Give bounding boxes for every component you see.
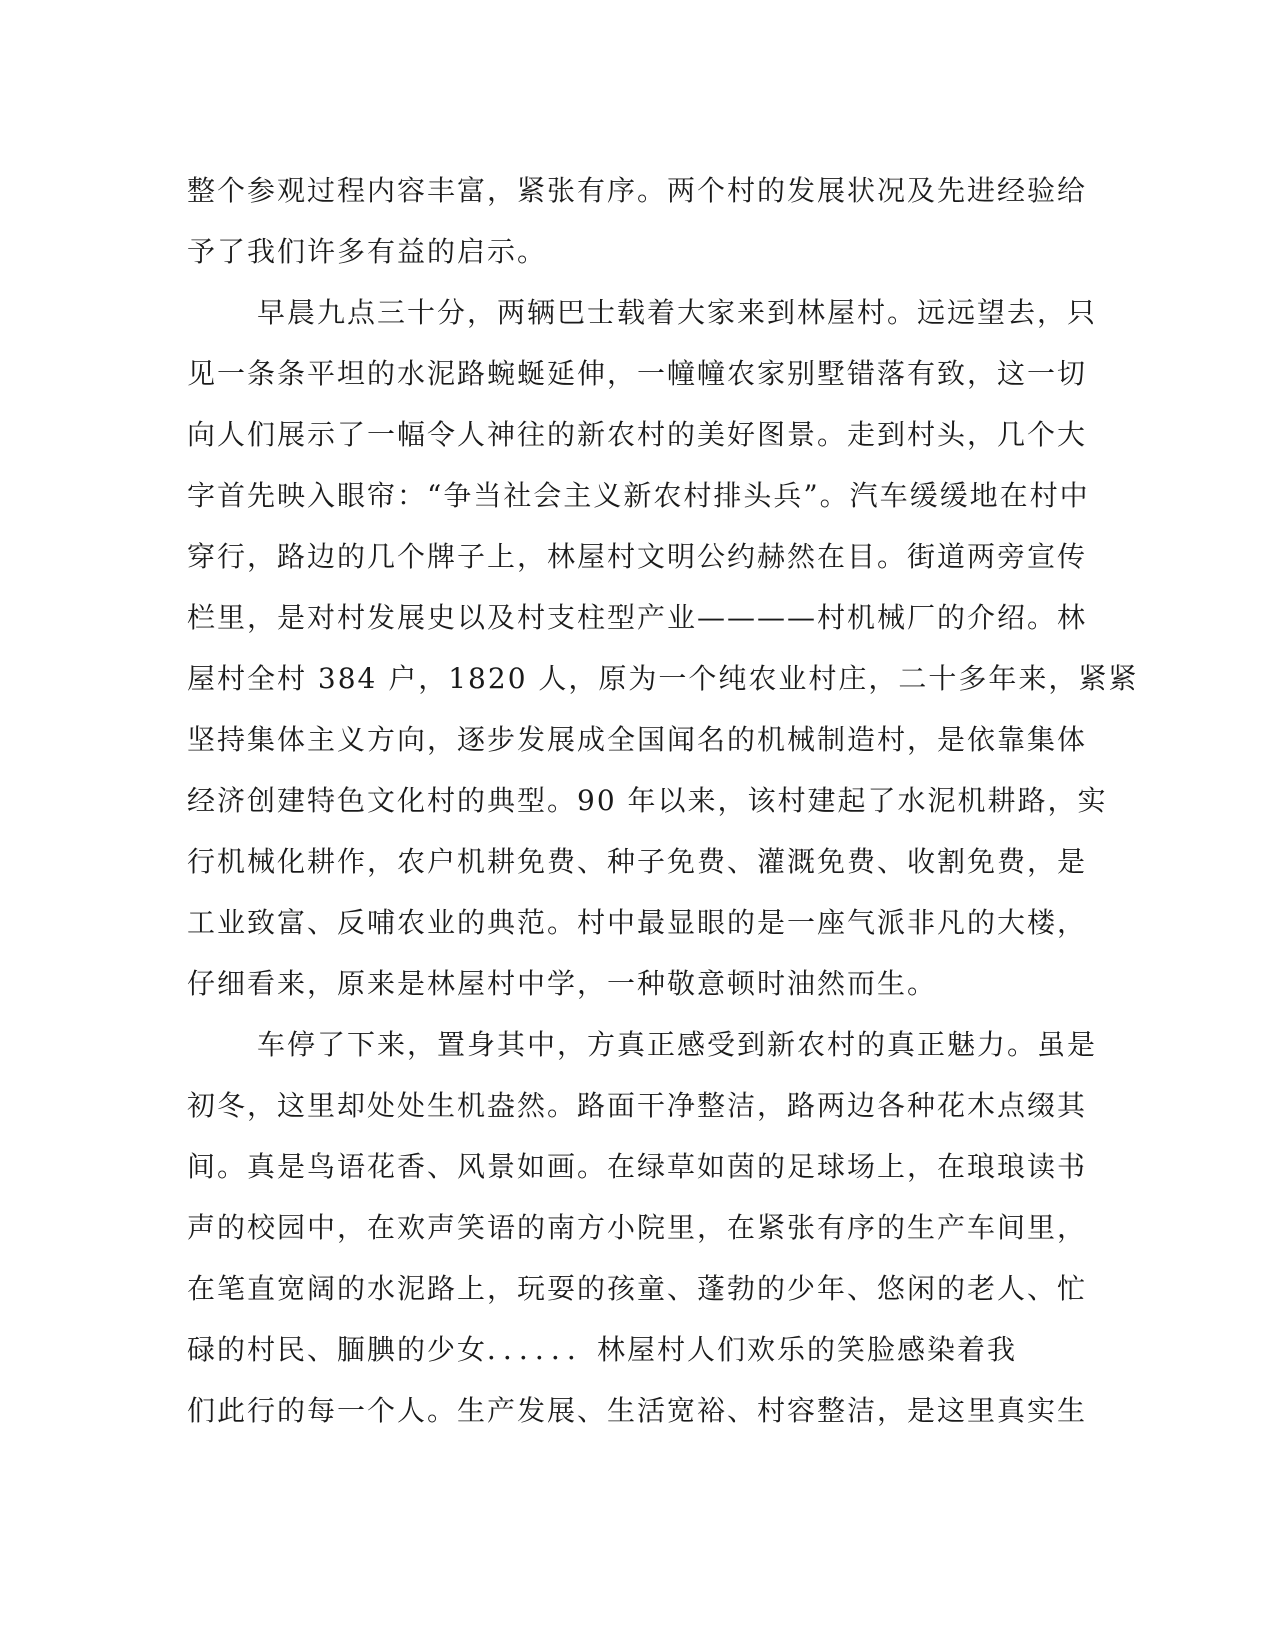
text-line: 见一条条平坦的水泥路蜿蜒延伸，一幢幢农家别墅错落有致，这一切 xyxy=(187,357,1088,390)
text-line: 予了我们许多有益的启示。 xyxy=(187,235,548,268)
text-line: 声的校园中，在欢声笑语的南方小院里，在紧张有序的生产车间里， xyxy=(187,1211,1088,1244)
text-line: 间。真是鸟语花香、风景如画。在绿草如茵的足球场上，在琅琅读书 xyxy=(187,1150,1088,1183)
text-line: 工业致富、反哺农业的典范。村中最显眼的是一座气派非凡的大楼， xyxy=(187,906,1088,939)
body-text xyxy=(187,160,1139,1441)
text-line: 们此行的每一个人。生产发展、生活宽裕、村容整洁，是这里真实生 xyxy=(187,1394,1088,1427)
text-line: 字首先映入眼帘：“争当社会主义新农村排头兵”。汽车缓缓地在村中 xyxy=(187,479,1090,512)
paragraph-start-line: 车停了下来，置身其中，方真正感受到新农村的真正魅力。虽是 xyxy=(257,1028,1098,1061)
text-line: 碌的村民、腼腆的少女．．．．．．林屋村人们欢乐的笑脸感染着我 xyxy=(187,1333,1018,1366)
text-line: 穿行，路边的几个牌子上，林屋村文明公约赫然在目。街道两旁宣传 xyxy=(187,540,1088,573)
text-line: 经济创建特色文化村的典型。90 年以来，该村建起了水泥机耕路，实 xyxy=(187,784,1108,817)
text-line: 坚持集体主义方向，逐步发展成全国闻名的机械制造村，是依靠集体 xyxy=(187,723,1088,756)
text-line: 在笔直宽阔的水泥路上，玩耍的孩童、蓬勃的少年、悠闲的老人、忙 xyxy=(187,1272,1088,1305)
text-line: 初冬，这里却处处生机盎然。路面干净整洁，路两边各种花木点缀其 xyxy=(187,1089,1088,1122)
paragraph-start-line: 早晨九点三十分，两辆巴士载着大家来到林屋村。远远望去，只 xyxy=(257,296,1098,329)
text-line: 行机械化耕作，农户机耕免费、种子免费、灌溉免费、收割免费，是 xyxy=(187,845,1088,878)
text-line: 向人们展示了一幅令人神往的新农村的美好图景。走到村头，几个大 xyxy=(187,418,1088,451)
text-line: 仔细看来，原来是林屋村中学，一种敬意顿时油然而生。 xyxy=(187,967,938,1000)
text-line: 整个参观过程内容丰富，紧张有序。两个村的发展状况及先进经验给 xyxy=(187,174,1088,207)
text-line: 屋村全村 384 户，1820 人，原为一个纯农业村庄，二十多年来，紧紧 xyxy=(187,662,1139,695)
text-line: 栏里，是对村发展史以及村支柱型产业————村机械厂的介绍。林 xyxy=(187,601,1088,634)
